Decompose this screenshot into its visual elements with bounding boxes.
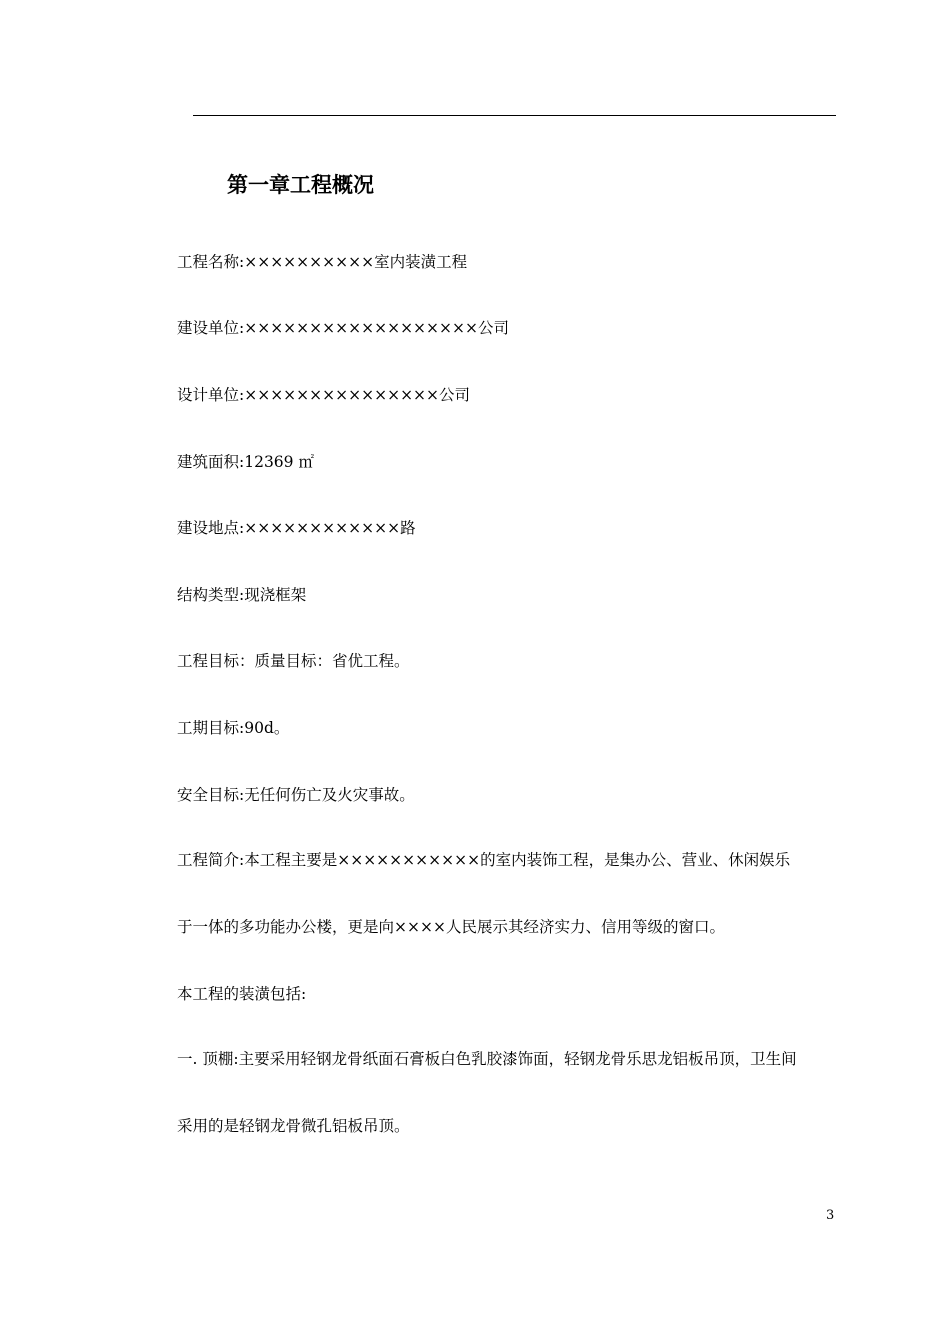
structure-type-line: 结构类型:现浇框架 <box>177 586 307 604</box>
header-rule <box>193 115 836 116</box>
site-location-line: 建设地点:××××××××××××路 <box>177 519 416 537</box>
ceiling-line-1: 一. 顶棚:主要采用轻钢龙骨纸面石膏板白色乳胶漆饰面，轻钢龙骨乐思龙铝板吊顶，卫生间 <box>177 1050 797 1068</box>
project-name-line: 工程名称:××××××××××室内装潢工程 <box>177 253 468 271</box>
page-number: 3 <box>826 1208 835 1223</box>
building-area-line: 建筑面积:12369 ㎡ <box>177 453 314 471</box>
schedule-goal-line: 工期目标:90d。 <box>177 719 290 737</box>
ceiling-line-2: 采用的是轻钢龙骨微孔铝板吊顶。 <box>177 1117 410 1135</box>
scope-heading: 本工程的装潢包括: <box>177 985 307 1003</box>
chapter-title: 第一章工程概况 <box>227 173 374 197</box>
project-intro-line-1: 工程简介:本工程主要是×××××××××××的室内装饰工程，是集办公、营业、休闲娱乐 <box>177 851 791 869</box>
project-goal-line: 工程目标：质量目标：省优工程。 <box>177 652 410 670</box>
construction-unit-line: 建设单位:××××××××××××××××××公司 <box>177 319 509 337</box>
project-intro-line-2: 于一体的多功能办公楼，更是向××××人民展示其经济实力、信用等级的窗口。 <box>177 918 725 936</box>
safety-goal-line: 安全目标:无任何伤亡及火灾事故。 <box>177 786 415 804</box>
design-unit-line: 设计单位:×××××××××××××××公司 <box>177 386 471 404</box>
